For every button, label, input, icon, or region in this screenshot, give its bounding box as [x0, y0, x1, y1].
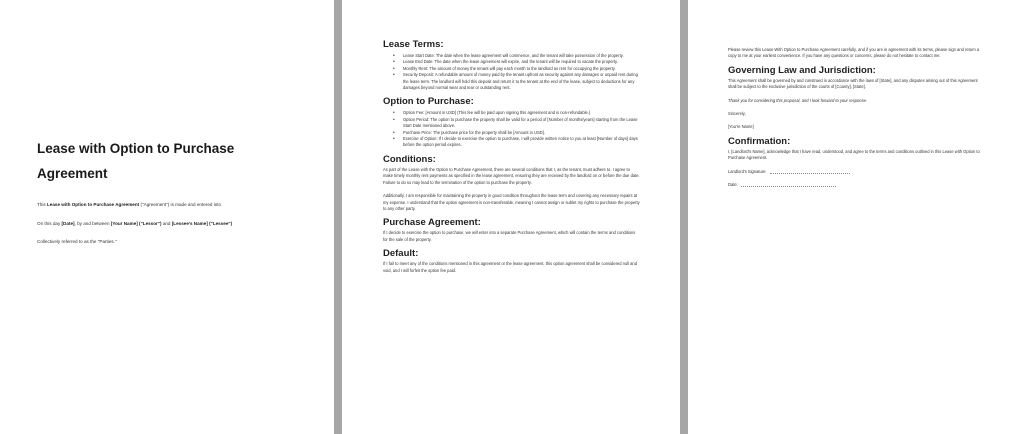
paragraph: Additionally, I am responsible for maintaining the property in good condition throughout the lease term and covering any necessary repairs at my expense. I understand that the option agreement is non-transferable, meaning I cannot assign or sublet my rights to purchase the property to any other party.	[383, 193, 640, 211]
list-item: • Option Fee: [Amount in USD] (This fee will be paid upon signing this agreement and is non-refundable.)	[383, 110, 641, 116]
list-item: • Monthly Rent: The amount of money the tenant will pay each month to the landlord as rent for occupying the property.	[383, 66, 641, 72]
list-item: • Lease End Date: The date when the lease agreement will expire, and the tenant will be required to vacate the property.	[383, 59, 641, 65]
date-label: Date:	[728, 182, 738, 188]
paragraph: If I fail to meet any of the conditions mentioned in this agreement or the lease agreement, this option agreement shall be considered null and void, and I will forfeit the option fee paid.	[383, 261, 637, 273]
lease-terms-list	[383, 53, 641, 91]
title-line-1: Lease with Option to Purchase	[37, 141, 235, 156]
paragraph: If I decide to exercise the option to purchase, we will enter into a separate Purchase Agreement, which will contain the terms and conditions for the sale of the property.	[383, 230, 636, 242]
paragraph: Please review this Lease With Option to Purchase Agreement carefully, and if you are in agreement with its terms, please sign and return a copy to me at your earliest convenience. If you have any questions or concerns, please do not hesitate to contact me.	[728, 47, 980, 59]
intro-bold: [Lessee's Name] ("Lessee")	[171, 221, 233, 226]
page-3-content	[728, 46, 986, 188]
sender-name: [You're Name]	[728, 124, 754, 130]
list-item: • Option Period: The option to purchase the property shall be valid for a period of [Number of months/years] starting from the Lease Start Date mentioned above.	[383, 117, 641, 130]
list-item: • Lease Start Date: The date when the lease agreement will commence, and the tenant will take possession of the property.	[383, 53, 641, 59]
intro-line-3: Collectively referred to as the "Parties."	[37, 239, 117, 244]
intro-bold: Lease with Option to Purchase Agreement	[46, 202, 140, 207]
date-line	[728, 182, 986, 188]
intro-text: , by and between	[74, 221, 111, 226]
section-heading: Default:	[383, 248, 419, 260]
list-item: • Exercise of Option: If I decide to exercise the option to purchase, I will provide written notice to you at least [Number of days] days before the option period expires.	[383, 136, 641, 149]
sincerely-text: Sincerely,	[728, 111, 746, 117]
intro-bold: [Date]	[61, 221, 75, 226]
page-gap	[334, 0, 342, 434]
page-2-content	[383, 39, 641, 274]
list-item: • Purchase Price: The purchase price for the property shall be [Amount in USD].	[383, 130, 641, 136]
document-title	[37, 136, 317, 186]
intro-line-1	[37, 202, 327, 208]
section-heading: Option to Purchase:	[383, 96, 474, 108]
date-blank	[741, 186, 836, 187]
document-page-1	[0, 0, 334, 434]
section-heading: Lease Terms:	[383, 39, 444, 50]
paragraph: This Agreement shall be governed by and construed in accordance with the laws of [State], and any disputes arising out of this Agreement shall be subject to the exclusive jurisdiction of the courts of [County], [State].	[728, 77, 978, 90]
list-item: • Security Deposit: A refundable amount of money paid by the tenant upfront as security against any damages or unpaid rent during the lease term. The landlord will hold this deposit and return it to the tenant at the end of the lease, subject to deductions for any damages beyond normal wear and tear or outstanding rent.	[383, 72, 641, 91]
intro-text: This	[37, 202, 47, 207]
section-heading: Governing Law and Jurisdiction:	[728, 64, 876, 76]
paragraph: I, [Landlord's Name], acknowledge that I have read, understood, and agree to the terms and conditions outlined in this Lease with Option to Purchase Agreement.	[728, 148, 980, 161]
signature-label: Landlord's Signature:	[728, 168, 767, 174]
page-gap	[680, 0, 688, 434]
section-heading: Purchase Agreement:	[383, 217, 481, 229]
intro-text: On this day	[37, 221, 62, 226]
signature-blank	[770, 173, 850, 174]
intro-line-2	[37, 221, 327, 227]
option-list	[383, 110, 641, 148]
thanks-text: Thank you for considering this proposal, and I look forward to your response.	[728, 97, 868, 103]
title-line-2: Agreement	[37, 166, 108, 181]
section-heading: Confirmation:	[728, 135, 791, 147]
section-heading: Conditions:	[383, 153, 436, 165]
paragraph: As part of the Lease with the Option to Purchase Agreement, there are several conditions that I, as the tenant, must adhere to. I agree to make timely monthly rent payments as specified in the lease agreement, ensuring they are received by the landlord on or before the due date. Failure to do so may lead to the termination of the option to purchase the property.	[383, 166, 640, 185]
intro-text: and	[161, 221, 172, 226]
intro-text: ("Agreement") is made and entered into	[139, 202, 222, 207]
signature-line	[728, 169, 986, 175]
document-page-3	[688, 0, 1024, 434]
intro-bold: [Your Name] ("Lessor")	[110, 221, 162, 226]
document-page-2	[342, 0, 680, 434]
